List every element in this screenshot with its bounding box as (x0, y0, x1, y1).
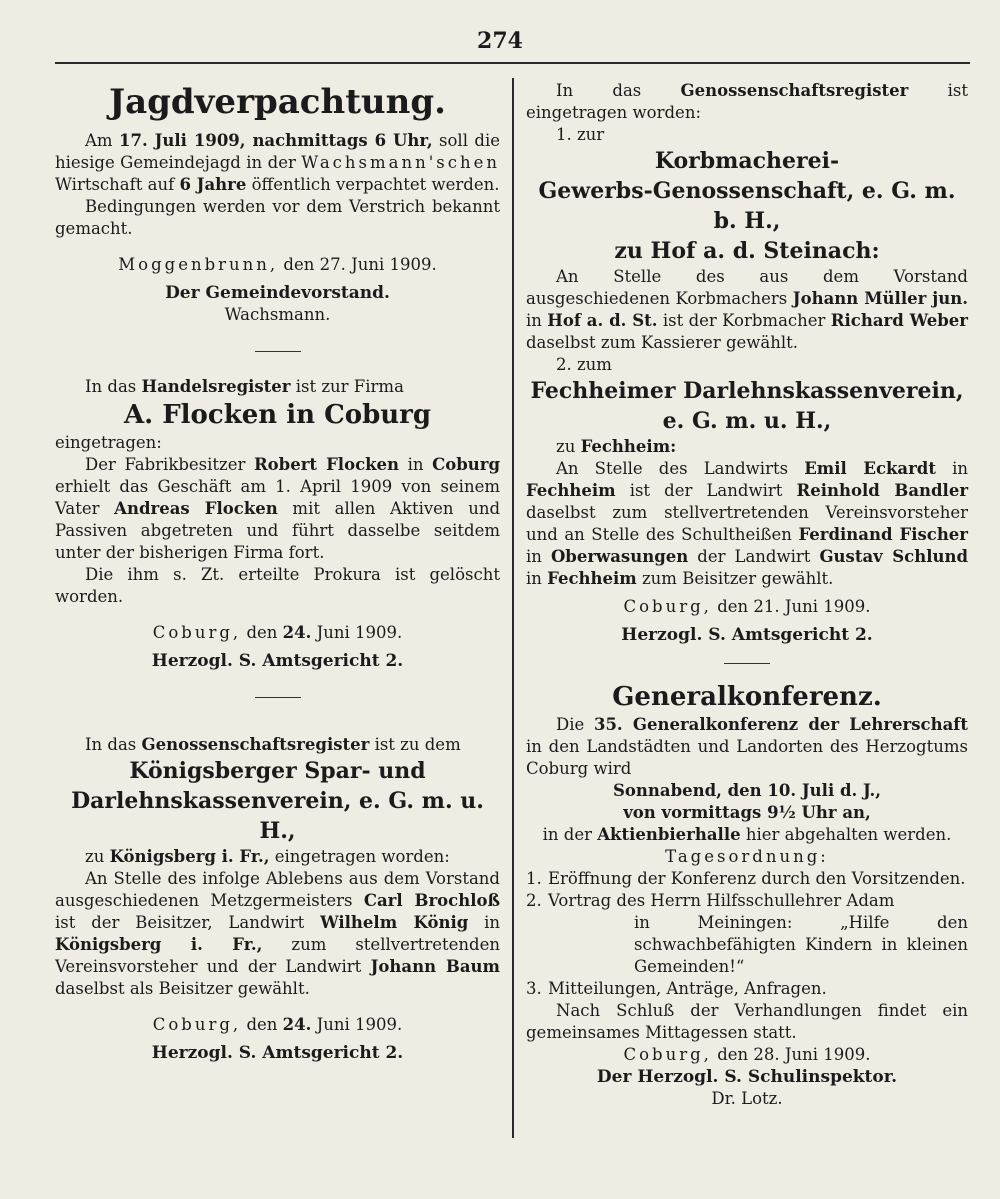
auction-date: 17. Juli 1909, nachmittags 6 Uhr, (118, 131, 433, 150)
notice-koenigsberg (55, 734, 500, 1064)
meeting-date: Sonnabend, den 10. Juli d. J., (612, 781, 881, 800)
notice-body: Die 35. Generalkonferenz der Lehrerschaft in den Landstädten und Landorten des Herzogtums Coburg wird (526, 715, 968, 778)
signer-org: Der Herzogl. S. Schulinspektor. (596, 1067, 898, 1087)
closing-note: Nach Schluß der Verhandlungen findet ein gemeinsames Mittagessen statt. (526, 1001, 968, 1042)
separator-rule (724, 663, 770, 664)
header-rule (55, 62, 970, 64)
right-column (526, 80, 968, 1110)
notice-jagdverpachtung (55, 80, 500, 326)
meeting-venue: in der Aktienbierhalle hier abgehalten werden. (542, 825, 952, 844)
item-label: 2. zum (556, 355, 612, 374)
place-date: Coburg, den 21. Juni 1909. (623, 597, 871, 616)
meeting-time: von vormittags 9½ Uhr an, (623, 803, 871, 822)
association-name: Königsberger Spar- und Darlehnskassenverein, e. G. m. u. H., (71, 758, 484, 844)
agenda-item-detail: in Meiningen: „Hilfe den schwachbefähigten Kindern in kleinen Gemeinden!“ (634, 913, 968, 976)
agenda-list (526, 868, 968, 1000)
notice-genossenschaftsregister (526, 80, 968, 646)
notice-intro: In das Handelsregister ist zur Firma (85, 377, 404, 396)
place-date: Coburg, den 24. Juni 1909. (152, 1015, 403, 1034)
notice-title: Jagdverpachtung. (109, 82, 446, 122)
notice-body: An Stelle des infolge Ablebens aus dem Vorstand ausgeschiedenen Metzgermeisters Carl Brochloß ist der Beisitzer, Landwirt Wilhelm König in Königsberg i. Fr., zum stellvertretenden Vereinsvorsteher und der Landwirt Johann Baum daselbst als Beisitzer gewählt. (55, 869, 501, 998)
agenda-title: Tagesordnung: (665, 847, 829, 866)
association-location: zu Königsberg i. Fr., eingetragen worden: (85, 847, 450, 866)
agenda-item: 3. Mitteilungen, Anträge, Anfragen. (526, 979, 827, 998)
place-date: Coburg, den 24. Juni 1909. (152, 623, 403, 642)
notice-body: Am 17. Juli 1909, nachmittags 6 Uhr, soll die hiesige Gemeindejagd in der Wachsmann'schen Wirtschaft auf 6 Jahre öffentlich verpachtet werden. (55, 131, 500, 194)
item-label: 1. zur (556, 125, 605, 144)
court-signature: Herzogl. S. Amtsgericht 2. (151, 651, 404, 671)
court-signature: Herzogl. S. Amtsgericht 2. (151, 1043, 404, 1063)
association-name-line: Fechheimer Darlehnskassenverein, (530, 378, 964, 404)
column-divider (512, 78, 514, 1138)
left-column (55, 80, 500, 1064)
separator-rule (255, 351, 301, 352)
agenda-item: 2. Vortrag des Herrn Hilfsschullehrer Adam (526, 891, 895, 910)
signer-org: Der Gemeindevorstand. (165, 283, 390, 303)
page-number: 274 (477, 28, 523, 54)
notice-body: Der Fabrikbesitzer Robert Flocken in Coburg erhielt das Geschäft am 1. April 1909 von seinem Vater Andreas Flocken mit allen Aktiven und Passiven abgetreten und führt dasselbe seitdem unter der bisherigen Firma fort. (55, 455, 501, 562)
notice-prokura: Die ihm s. Zt. erteilte Prokura ist gelöscht worden. (55, 565, 500, 606)
notice-body: An Stelle des Landwirts Emil Eckardt in Fechheim ist der Landwirt Reinhold Bandler daselbst zum stellvertretenden Vereinsvorsteher und an Stelle des Schultheißen Ferdinand Fischer in Oberwasungen der Landwirt Gustav Schlund in Fechheim zum Beisitzer gewählt. (526, 459, 969, 588)
notice-body: An Stelle des aus dem Vorstand ausgeschiedenen Korbmachers Johann Müller jun. in Hof a. d. St. ist der Korbmacher Richard Weber daselbst zum Kassierer gewählt. (526, 267, 969, 352)
association-name-line: Gewerbs-Genossenschaft, e. G. m. b. H., (538, 178, 956, 234)
association-name-line: e. G. m. u. H., (662, 408, 832, 434)
notice-generalkonferenz (526, 680, 968, 1110)
signer-name: Wachsmann. (224, 305, 331, 324)
notice-title: Generalkonferenz. (612, 682, 882, 712)
firm-name: A. Flocken in Coburg (123, 400, 432, 430)
agenda-item: 1. Eröffnung der Konferenz durch den Vorsitzenden. (526, 869, 966, 888)
notice-conditions: Bedingungen werden vor dem Verstrich bekannt gemacht. (55, 197, 500, 238)
notice-intro: In das Genossenschaftsregister ist eingetragen worden: (526, 81, 968, 122)
notice-flocken (55, 376, 500, 672)
separator-rule (255, 697, 301, 698)
association-location: zu Hof a. d. Steinach: (614, 238, 880, 264)
association-name-line: Korbmacherei- (654, 148, 840, 174)
notice-intro: In das Genossenschaftsregister ist zu dem (85, 735, 461, 754)
registered-label: eingetragen: (55, 433, 162, 452)
association-location: zu Fechheim: (556, 437, 677, 456)
place-date: Coburg, den 28. Juni 1909. (623, 1045, 871, 1064)
signer-name: Dr. Lotz. (711, 1089, 783, 1108)
place-date: Moggenbrunn, den 27. Juni 1909. (118, 255, 437, 274)
court-signature: Herzogl. S. Amtsgericht 2. (621, 625, 873, 645)
